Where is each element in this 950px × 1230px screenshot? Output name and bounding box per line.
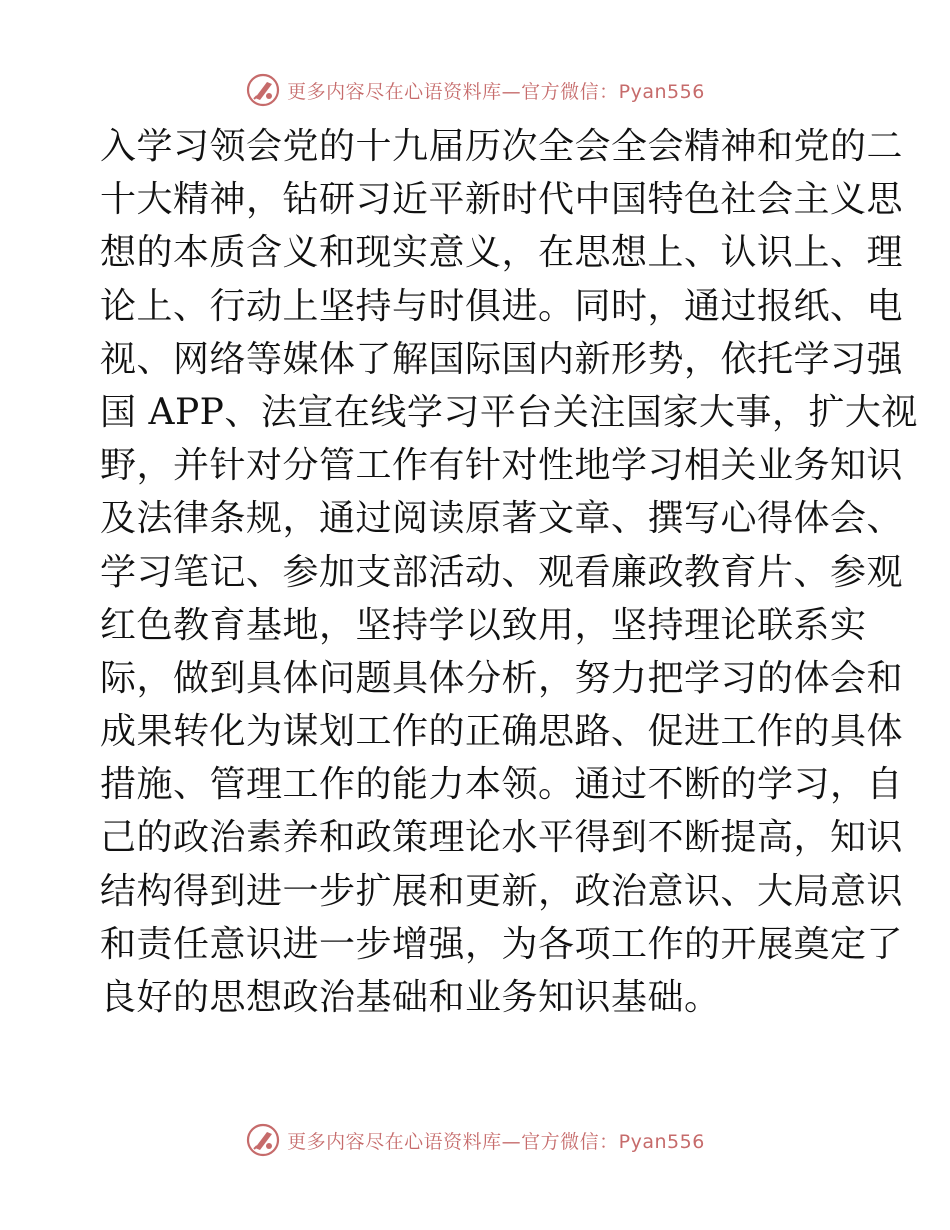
text-line: 良好的思想政治基础和业务知识基础。: [100, 977, 721, 1018]
text-line: 想的本质含义和现实意义，在思想上、认识上、理: [100, 232, 904, 274]
footer-watermark: [0, 1120, 950, 1160]
watermark-text: 更多内容尽在心语资料库—官方微信：Pyan556: [287, 80, 705, 103]
text-line: 学习笔记、参加支部活动、观看廉政教育片、参观: [100, 551, 904, 593]
text-line: 及法律条规，通过阅读原著文章、撰写心得体会、: [100, 498, 904, 540]
text-line: 成果转化为谋划工作的正确思路、促进工作的具体: [100, 711, 904, 753]
text-line: 红色教育基地，坚持学以致用，坚持理论联系实: [100, 604, 867, 646]
text-line: 国 APP、法宣在线学习平台关注国家大事，扩大视: [100, 391, 918, 433]
document-body: [100, 120, 918, 1024]
text-line: 际，做到具体问题具体分析，努力把学习的体会和: [100, 657, 904, 699]
header-watermark: [0, 70, 950, 110]
quill-pen-icon: [245, 72, 281, 108]
text-line: 十大精神，钻研习近平新时代中国特色社会主义思: [100, 179, 904, 221]
text-line: 入学习领会党的十九届历次全会全会精神和党的二: [100, 126, 904, 167]
text-line: 措施、管理工作的能力本领。通过不断的学习，自: [100, 764, 904, 806]
text-line: 论上、行动上坚持与时俱进。同时，通过报纸、电: [100, 285, 904, 327]
text-line: 野，并针对分管工作有针对性地学习相关业务知识: [100, 445, 904, 487]
text-line: 和责任意识进一步增强，为各项工作的开展奠定了: [100, 923, 904, 965]
text-line: 结构得到进一步扩展和更新，政治意识、大局意识: [100, 870, 904, 912]
quill-pen-icon: [245, 1122, 281, 1158]
text-line: 视、网络等媒体了解国际国内新形势，依托学习强: [100, 338, 904, 380]
watermark-text: 更多内容尽在心语资料库—官方微信：Pyan556: [287, 1130, 705, 1153]
text-line: 己的政治素养和政策理论水平得到不断提高，知识: [100, 817, 904, 859]
